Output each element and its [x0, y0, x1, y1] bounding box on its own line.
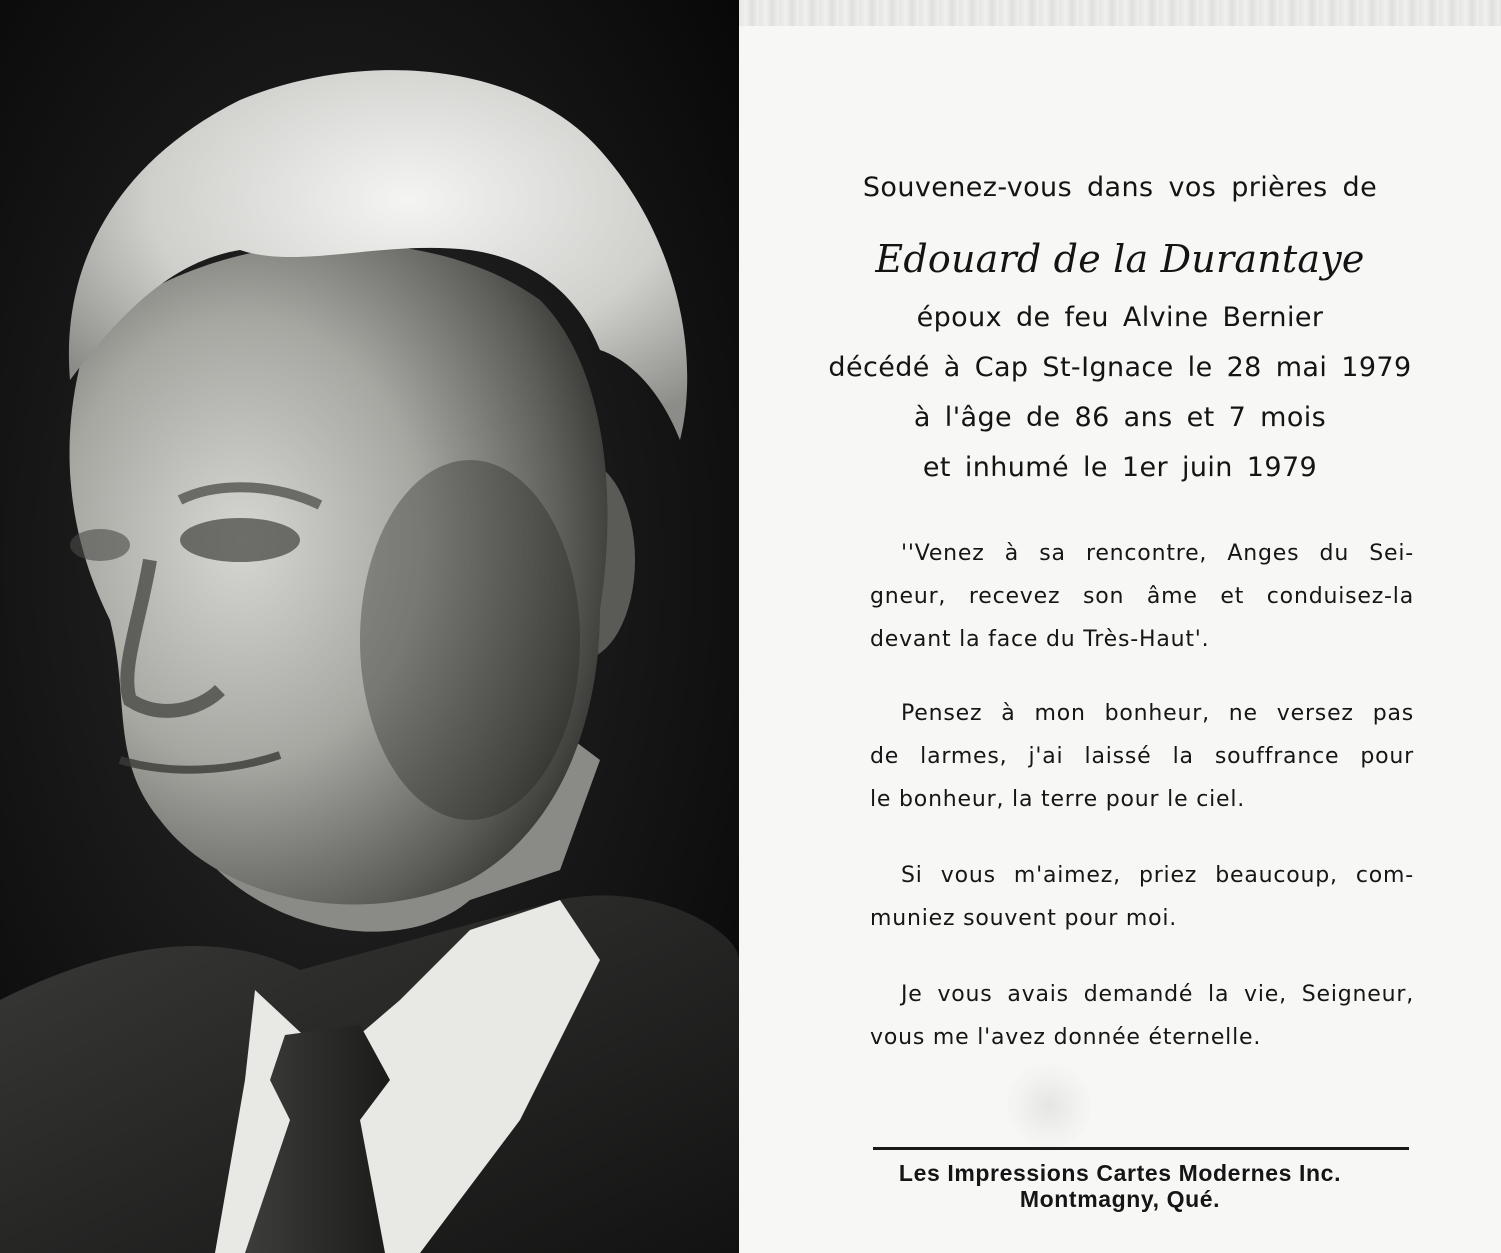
prayer-line: ''Venez à sa rencontre, Anges du Sei- [901, 541, 1414, 566]
cheek-shadow [360, 460, 580, 820]
memorial-card [739, 0, 1501, 1253]
footer-divider [873, 1147, 1409, 1150]
age-line: à l'âge de 86 ans et 7 mois [913, 402, 1327, 433]
card-torn-edge [739, 0, 1501, 26]
prayer-line: de larmes, j'ai laissé la souffrance pour [870, 744, 1414, 769]
spouse-line: époux de feu Alvine Bernier [916, 302, 1324, 333]
prayer-line: Je vous avais demandé la vie, Seigneur, [901, 982, 1414, 1007]
prayer-line: gneur, recevez son âme et conduisez-la [870, 584, 1414, 609]
prayer-line: Pensez à mon bonheur, ne versez pas [901, 701, 1414, 726]
printer-location: Montmagny, Qué. [1019, 1186, 1221, 1212]
paper-stain [1007, 1064, 1091, 1148]
death-line: décédé à Cap St-Ignace le 28 mai 1979 [828, 352, 1412, 383]
prayer-line: vous me l'avez donnée éternelle. [870, 1025, 1262, 1050]
prayer-line: devant la face du Très-Haut'. [870, 627, 1210, 652]
eye [70, 529, 130, 561]
prayer-line: le bonheur, la terre pour le ciel. [870, 787, 1246, 812]
portrait-photo [0, 0, 739, 1253]
prayer-line: muniez souvent pour moi. [870, 906, 1178, 931]
printer-name: Les Impressions Cartes Modernes Inc. [898, 1160, 1342, 1186]
card-intro: Souvenez-vous dans vos prières de [862, 172, 1378, 203]
prayer-line: Si vous m'aimez, priez beaucoup, com- [901, 863, 1414, 888]
portrait-photo-icon [0, 0, 739, 1253]
eye [180, 518, 300, 562]
deceased-name: Edouard de la Durantaye [875, 237, 1365, 281]
burial-line: et inhumé le 1er juin 1979 [922, 452, 1318, 483]
